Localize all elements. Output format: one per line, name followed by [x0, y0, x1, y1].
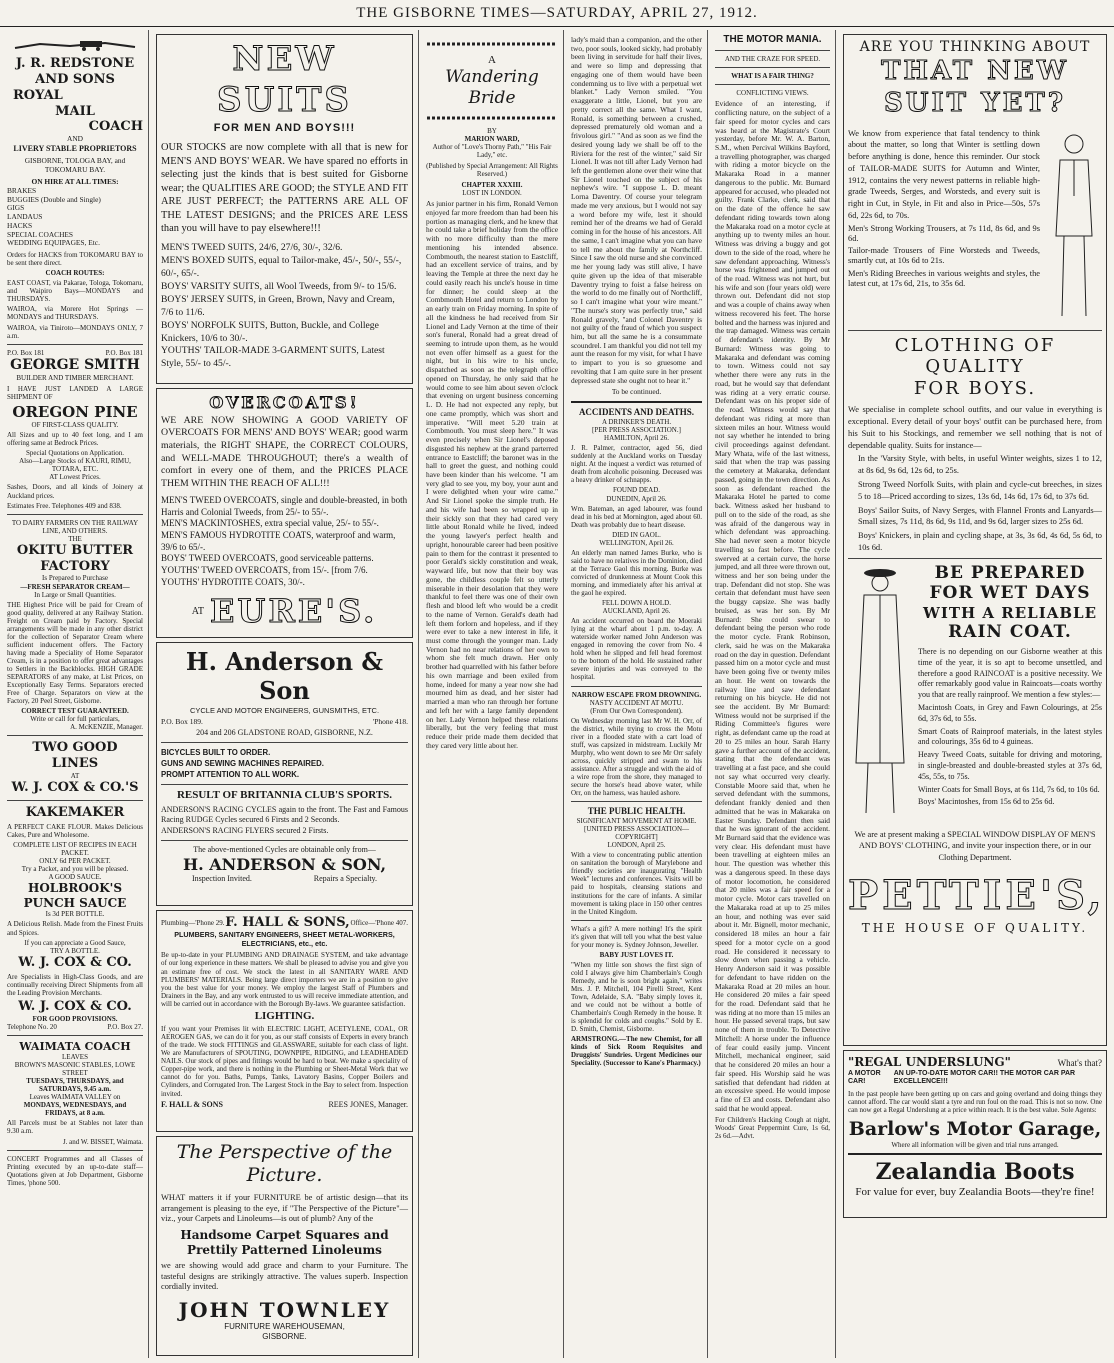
overcoat-line: MEN'S FAMOUS HYDROTITE COATS, waterproof and warm, 39/6 to 65/-.: [161, 529, 396, 552]
fresh-cream: —FRESH SEPARATOR CREAM—: [20, 582, 130, 591]
anderson-pobox: P.O. Box 189.: [161, 716, 203, 726]
house-of-quality: THE HOUSE OF QUALITY.: [861, 920, 1089, 935]
hamilton-body: J. R. Palmer, contractor, aged 56, died suddenly at the Auckland works on Tuesday night. At the inquest a verdict was returned of death from alcoholic poisoning. Deceased was a heavy drinker of schnapps.: [571, 444, 702, 485]
story-chapter-title: LOST IN LONDON.: [462, 189, 522, 198]
hire-item: LANDAUS: [7, 212, 43, 222]
anderson-service: GUNS AND SEWING MACHINES REPAIRED.: [161, 758, 324, 768]
hall-sign: F. HALL & SONS: [161, 1099, 223, 1109]
lighting-body: If you want your Premises lit with ELECTRIC LIGHT, ACETYLENE, COAL, OR AEROGEN GAS, we can do it for you, as our staff consists of Experts in every branch of the trade. We stock FITTINGS and GLASSWARE, suitable for each class of light. We are Manufacturers of SPOUTING, DOWNPIPE, RIDGING, and LEADHEADED NAILS. Our stock of pipes and fittings would be hard to beat. We make a speciality of Copper-pipe work, and there is nothing in the Plumbing or Sheet-Metal Work that we cannot do for you. Baths, Pumps, Tanks, Lavatory Basins, Copper Boilers and Cylinders, and Corrugated Iron. The Largest Stock in the Bay to select from. Inspection invited.: [161, 1025, 408, 1098]
wj-cox-title-3: W. J. COX & CO.: [18, 998, 132, 1014]
anderson-services: [161, 747, 408, 781]
recipes-note: COMPLETE LIST OF RECIPES IN EACH PACKET.: [13, 840, 137, 857]
barlow-name: Barlow's Motor Garage,: [848, 1117, 1102, 1140]
for-men-heading: FOR MEN AND BOYS!!!: [213, 121, 356, 134]
pobox-27: P.O. Box 27.: [107, 1022, 143, 1031]
pobox-left: P.O. Box 181: [7, 348, 45, 357]
tuesdays-note: TUESDAYS, THURSDAYS, and SATURDAYS, 9.45 a.m.: [26, 1077, 124, 1094]
carpet-heading: Handsome Carpet Squares and Prettily Patterned Linoleums: [180, 1228, 389, 1257]
hacking-cough-ad: For Children's Hacking Cough at night, Woods' Great Peppermint Cure, 1s 6d, 2s 6d.—Advt.: [715, 1115, 830, 1140]
result-line-1: ANDERSON'S RACING CYCLES again to the front. The Fast and Famous Racing RUDGE Cycles secured 6 Firsts and 2 Seconds.: [161, 804, 408, 824]
petties-name: PETTIE'S,: [848, 871, 1106, 919]
motor-mania-body: Evidence of an interesting, if conflicting nature, on the subject of a fair speed for motor cycles and cars was heard at the Magistrate's Court yesterday, before Mr. W. A. Barton, S.M., when Percival Wilkins Bayford, a travelling photographer, was charged with riding a motor bicycle on the Makaraka Road in a manner dangerous to the public. Mr. Burnard appeared for accused, who pleaded not guilty. Frank Clarke, clerk, said that on the date of the offence he saw defendant riding towards town along the Makaraka road on a motor cycle at anything up to twenty miles an hour. Witness was driving a buggy and got down to the side of the road, where he saw defendant approaching. Witness's horse was frightened and jumped out of the road. Witness was not hurt, but his wife and son (four years old) were thrown out. Defendant did not stop and was a couple of chains away when witness recovered his feet. The horse bolted and the harness was injured and the trap damaged. Witness was certain of defendant's identity. By Mr Burnard: Witness was going to Makaraka and defendant was coming to town. Witness could not say whether there were any ruts in the road, but he would say that defendant was riding at a very erratic course. Defendant was on his proper side of the road. Witness would say that defendant was riding at more than sixteen miles an hour. Witness would not say whether he intended to bring civil proceedings against defendant. Mary Whata, wife of the last witness, said that when the trap was passing the cemetery at Makaraka, defendant passed, going in the town direction. As soon as defendant reached the Makaraka Hotel he parted to come back. Witness asked her husband to pull on to the side of the road, as she was afraid of the dangerous way in which defendant was approaching. She had never seen a motor bicycle travelling so fast before. The cycle swerved at a certain curve, the horse jumped, and all three were thrown out, witness and her son being under the trap. Defendant did not stop. She was certain that defendant must have seen the buggy capsize. She was badly bruised, as was her son. By Mr Burnard: She could swear to defendant being the person who rode the motor cycle. Frank Robinson, clerk, said he was on the Makaraka road on the day in question. Defendant passed him on a motor cycle and must have been going five or twenty miles an hour. He went on towards the railway line and saw defendant returning on his bicycle. He did not see the accident. By Mr Burnard: Witness would not be surprised if the Riding Committee's figures were right, as defendant came up the road at 20 to 25 miles an hour. Sarah Harry gave a further account of the accident, stating that the defendant was travelling at a fast pace, and she could not say what occurred very clearly. Constable Moore said that, when he served defendant with the summons, defendant frankly denied and then admitted that he was in Makaraka on Easter Sunday. Defendant then said that he was ignorant of the accident. Mr Burnard said that the evidence was very clear. His defendant must have been travelling at eighteen miles an hour. The question was whether this was a dangerous speed. In these days of motor locomotion, he considered that 20 miles was a fair speed for a motor cycle. Motor cars travelled on the Makaraka road at up to 25 miles an hour, and nothing was ever said about it. Mr. Bignell, motor mechanic, considered 18 miles an hour a fair speed for a motor cycle on a good road. He considered it necessary to slow down when passing a vehicle. Henry Anderson said it was possible for defendant to have ridden on the Makaraka Road at 20 miles an hour. He considered 20 miles a fair speed for the road. Defendant said that he was riding at no more than 15 miles an hour. He passed several traps, but saw none of them in trouble. To Detective Mitchell: A horse under the influence of fear could easily jump. Vincent Mitchell, mechanical engineer, said that he considered 20 miles an hour a fair speed. His Worship said he was satisfied that defendant had ridden at an excessive speed. He would impose a fine of £3 and costs. Defendant also said that he would appeal.: [715, 99, 830, 1113]
wellington-dateline: WELLINGTON, April 26.: [599, 538, 674, 547]
anderson-title-2: H. ANDERSON & SON,: [182, 854, 387, 874]
kakemaker-title: KAKEMAKER: [25, 805, 125, 820]
boys-line: Boys' Knickers, in plain and cycling shape, at 3s, 3s 6d, 4s 6d, 5s 6d, to 10s 6d.: [858, 531, 1102, 552]
townley-ad: [156, 1136, 413, 1356]
column-5: [710, 30, 836, 1358]
telephone-row: [7, 1023, 143, 1031]
press-label: [PER PRESS ASSOCIATION.]: [592, 426, 681, 435]
hire-list: [7, 187, 143, 248]
anderson-footer-row: [161, 874, 408, 884]
motor-car-label: A MOTOR CAR!: [848, 1069, 881, 1086]
story-by: BY: [487, 126, 497, 135]
concert-note: CONCERT Programmes and all Classes of Printing executed by an up-to-date staff—Quotations given at Job Department, Gisborne Times, 'phone 500.: [7, 1154, 143, 1187]
perspective-title: The Perspective of the Picture.: [176, 1141, 393, 1187]
armstrong-ad: ARMSTRONG.—The new Chemist, for all kinds of Sick Room Requisites and Druggists' Sundries. Urgent Medicines our Speciality. (Successor to Kane's Pharmacy.): [571, 1035, 702, 1068]
suit-row: [848, 126, 1102, 326]
london-dateline: LONDON, April 25.: [607, 841, 666, 850]
barlows-ad: [843, 1050, 1107, 1218]
carpet-body: we are showing would add grace and charm to your Furniture. The tasteful designs are strikingly attractive. The values superb. Inspection cordially invited.: [161, 1261, 408, 1291]
suited-man-illustration-icon: [1046, 126, 1102, 326]
suit-line: BOYS' NORFOLK SUITS, Button, Buckle, and College Knickers, 10/6 to 30/-.: [161, 319, 379, 344]
rain-coat-heading: RAIN COAT.: [948, 622, 1072, 643]
coach-routes-heading: COACH ROUTES:: [45, 269, 105, 278]
appreciate-note: If you can appreciate a Good Sauce,: [24, 938, 126, 947]
wj-cox-title-2: W. J. COX & CO.: [18, 954, 132, 970]
obtainable-note: The above-mentioned Cycles are obtainable only from—: [193, 845, 376, 855]
whats-that: What's that?: [1057, 1058, 1102, 1068]
also-stocks: Also—Large Stocks of KAURI, RIMU, TOTARA, ETC.: [19, 457, 131, 474]
suit-line: MEN'S TWEED SUITS, 24/6, 27/6, 30/-, 32/6.: [161, 241, 343, 253]
leaves-label: LEAVES: [62, 1053, 88, 1062]
lighting-heading: LIGHTING.: [254, 1009, 315, 1022]
lowest-prices: AT Lowest Prices.: [49, 473, 101, 482]
livery-label: LIVERY STABLE PROPRIETORS: [13, 144, 137, 154]
raincoat-text: [918, 563, 1102, 823]
repairs-specialty: Repairs a Specialty.: [313, 874, 378, 884]
wellington-body: An elderly man named James Burke, who is said to have no relatives in the Dominion, died at the Terrace Gaol this morning. Burke was convicted of drunkenness at Mount Cook this morning, and immediately after his arrival at the gaol he expired.: [571, 548, 702, 598]
overcoats-body: WE ARE NOW SHOWING A GOOD VARIETY OF OVERCOATS FOR MENS' AND BOYS' WEAR; good warm materials, the RIGHT SHAPE, the CORRECT COLOURS, and WELL-MADE THROUGHOUT; there's a wealth of comfort in every one of them, and the PRICES PLACE THEM WITHIN THE REACH OF ALL!!!: [161, 414, 408, 490]
route-wairoa-1: WAIROA, via Morere Hot Springs —MONDAYS and THURSDAYS.: [7, 305, 143, 322]
story-chapter: CHAPTER XXXIII.: [461, 181, 523, 190]
overcoat-line: YOUTHS' HYDROTITE COATS, 30/-.: [161, 576, 305, 587]
hire-item: GIGS: [7, 203, 25, 213]
perspective-body: WHAT matters it if your FURNITURE be of artistic design—that its arrangement is pleasing to the eye, if "The Perspective of the Picture"—viz., your Carpets and Linoleums—is out of plumb? Any of the: [161, 1193, 408, 1223]
anderson-address: 204 and 206 GLADSTONE ROAD, GISBORNE, N.Z.: [196, 727, 373, 737]
boys-price-list: [858, 453, 1102, 553]
boys-body: We specialise in complete school outfits, and our value in everything is exceptional. Every detail of your boys' outfit can be purchased here, from his Suit to his Stockings, and remember we sell nothing that is not of dependable quality. Suits for instance—: [848, 405, 1102, 450]
orders-note: Orders for HACKS from TOKOMARU BAY to be sent there direct.: [7, 251, 143, 268]
anderson-service: BICYCLES BUILT TO ORDER.: [161, 747, 271, 757]
whats-gift-ad: What's a gift? A mere nothing! It's the spirit it's given that will tell you what the best value for your money is. Sydney Johnson, Jeweller.: [571, 924, 702, 949]
anderson-phone: 'Phone 418.: [372, 716, 408, 726]
try-note: Try a Packet, and you will be pleased.: [21, 865, 129, 874]
london-body: With a view to concentrating public attention on sanitation the borough of Marylebone and friendly societies are inaugurating "Health Week" lectures and conferences. Visits will be paid to hospitals, cleansing stations and institutions for the care of infants. A similar movement is taking place in 150 other centres in the United Kingdom.: [571, 851, 702, 916]
hall-body: Be up-to-date in your PLUMBING AND DRAINAGE SYSTEM, and take advantage of our long experience in these matters. We shall be pleased to advise you and give you an estimate free of cost. We stock the latest in all SANITARY WARE AND PLUMBERS' MATERIALS. Being large direct importers we are in a position to give you the best value for your money. We employ the largest Staff of Plumbers and Drainers in the Bay, and any work entrusted to us will receive immediate attention, and will be carried out in accordance with the Borough By-laws. We guarantee satisfaction.: [161, 951, 408, 1008]
sashes-note: Sashes, Doors, and all kinds of Joinery at Auckland prices.: [7, 483, 143, 500]
factory-label: FACTORY: [40, 558, 110, 574]
telephone-number: Telephone No. 20: [7, 1022, 57, 1031]
redstone-title: J. R. REDSTONE AND SONS: [15, 56, 135, 87]
dunedin-dateline: DUNEDIN, April 26.: [606, 494, 667, 503]
result-line-2: ANDERSON'S RACING FLYERS secured 2 Firsts.: [161, 826, 329, 836]
first-class: OF FIRST-CLASS QUALITY.: [31, 421, 119, 430]
hall-ad: [156, 910, 413, 1132]
hire-item: WEDDING EQUIPAGES, Etc.: [7, 238, 100, 248]
browns-stables: BROWN'S MASONIC STABLES, LOWE STREET: [14, 1061, 136, 1078]
reliable-heading: WITH A RELIABLE: [922, 604, 1098, 623]
builder-label: BUILDER AND TIMBER MERCHANT.: [16, 373, 134, 382]
boys-line: Strong Tweed Norfolk Suits, with plain and cycle-cut breeches, in sizes 5 to 18—Priced according to sizes, 13s 6d, 14s 6d, 17s 6d, to 37s 6d.: [858, 479, 1102, 501]
mondays-note: MONDAYS, WEDNESDAYS, and FRIDAYS, at 8 a.m.: [23, 1101, 127, 1118]
bisset-sign: J. and W. BISSET, Waimata.: [62, 1137, 143, 1146]
ornament-icon: [427, 113, 557, 123]
overcoat-price-list: [161, 495, 408, 589]
overcoat-line: MEN'S MACKINTOSHES, extra special value, 25/- to 55/-.: [161, 518, 379, 529]
window-display-note: We are at present making a SPECIAL WINDOW DISPLAY OF MEN'S AND BOYS' CLOTHING, and invite your inspection there, or in our Clothing Department.: [854, 829, 1096, 863]
narrow-escape-heading: NARROW ESCAPE FROM DROWNING.: [571, 690, 702, 699]
townley-name: JOHN TOWNLEY: [178, 1298, 391, 1323]
suit-line: BOYS' VARSITY SUITS, all Wool Tweeds, from 9/- to 15/6.: [161, 280, 397, 292]
overcoat-line: MEN'S TWEED OVERCOATS, single and double-breasted, in both Harris and Colonial Tweeds, from 25/- to 55/-.: [161, 494, 408, 517]
britannia-result: RESULT OF BRITANNIA CLUB'S SPORTS.: [176, 789, 393, 802]
wet-days-heading: FOR WET DAYS: [929, 583, 1091, 604]
boys-line: Boys' Sailor Suits, of Navy Serges, with Flannel Fronts and Lanyards—Small sizes, 7s 11d, 8s 6d, 9s 11d, and 9s 6d, larger sizes to 25s 6d.: [858, 505, 1102, 527]
new-suits-title: NEW SUITS: [217, 39, 352, 121]
suit-line: MEN'S BOXED SUITS, equal to Tailor-make, 45/-, 50/-, 55/-, 60/-, 65/-.: [161, 254, 402, 279]
the-label: THE: [68, 534, 82, 543]
accidents-heading: ACCIDENTS AND DEATHS.: [578, 407, 695, 418]
new-suits-intro: OUR STOCKS are now complete with all that is new for MEN'S AND BOYS' WEAR. We have spared no efforts in selecting just the kinds that is best suited for Gisborne wear; the QUALITIES ARE GOOD; the STYLE AND FIT ARE JUST PERFECT; the PATTERNS ARE ALL OF THE LATEST DESIGNS; and the PRICES ARE LESS than you will have to pay elsewhere!!!: [161, 142, 408, 235]
okitu-body: THE Highest Price will be paid for Cream of good quality, delivered at any Railway Station. Freight on Cream paid by Factory. Special arrangements will be made in any other district for the collection of Separator Cream where sufficient inducement offers. The Factory having made a Speciality of Home Separator Cream, is in a position to offer great advantages to Settlers in the Backblocks. HIGH GRADE SEPARATORS of any make, at List Prices, on Exceptionally Easy Terms. Separators erected Free of Charge. Separators on view at the Factory, 20 Peel Street, Gisborne.: [7, 600, 143, 706]
overcoat-line: YOUTHS' TWEED OVERCOATS, from 15/-. [from 7/6.: [161, 565, 368, 576]
regal-body: In the past people have been getting up on cars and going overland and doing things they cannot afford. The car would slant a tyre and run foul on the road. This is not so now. One can now get a Regal Underslung at a price within reach. It is the best value. Sole Agents:: [848, 1089, 1102, 1114]
inspection-invited: Inspection Invited.: [191, 874, 252, 884]
correct-test: CORRECT TEST GUARANTEED.: [21, 707, 129, 716]
motu-body: On Wednesday morning last Mr W. H. Orr, of the district, while trying to cross the Motu river in a flooded state with a cart load of stuff, was capsized in midstream. Luckily Mr Murphy, who went down to see Mr Orr safely across, quickly stripped and swam to his assistance. After a struggle and with the aid of a wire rope from the shore, they managed to secure the horse's head above water, while Orr, on the harness, was hauled ashore.: [571, 716, 702, 798]
hall-footer-row: [161, 1100, 408, 1110]
regal-heading: "REGAL UNDERSLUNG": [848, 1055, 1011, 1069]
overcoat-line: BOYS' TWEED OVERCOATS, good serviceable patterns.: [161, 553, 374, 564]
column-6: [838, 30, 1112, 1358]
mckenzie-sign: A. McKENZIE, Manager.: [70, 723, 143, 732]
nasty-accident-heading: NASTY ACCIDENT AT MOTU.: [589, 698, 684, 707]
route-wairoa-2: WAIROA, via Tiniroto—MONDAYS ONLY, 7 a.m.: [7, 323, 143, 340]
barlow-information: Where all information will be given and trial runs arranged.: [891, 1141, 1059, 1149]
be-prepared-heading: BE PREPARED: [934, 562, 1086, 583]
column-2: [151, 30, 419, 1358]
and-label: AND: [66, 134, 83, 144]
thinking-heading: ARE YOU THINKING ABOUT: [859, 39, 1091, 55]
hire-item: SPECIAL COACHES: [7, 229, 74, 239]
quality-heading: CLOTHING OF QUALITY: [894, 334, 1056, 378]
motor-mania-heading: THE MOTOR MANIA.: [723, 34, 822, 45]
drinkers-heading: A DRINKER'S DEATH.: [601, 418, 672, 427]
boys-line: In the 'Varsity Style, with belts, in useful Winter weights, sizes 1 to 12, at 8s 6d, 9s 6d, 12s 6d, to 25s.: [858, 454, 1102, 476]
significant-heading: SIGNIFICANT MOVEMENT AT HOME.: [576, 817, 697, 826]
waimata-coach: WAIMATA COACH: [19, 1039, 131, 1053]
rain-line: Smart Coats of Rainproof materials, in the latest styles and colourings, 35s 6d to 4 guineas.: [918, 726, 1102, 747]
story-author: MARION WARD,: [464, 134, 520, 143]
dairy-heading: TO DAIRY FARMERS ON THE RAILWAY LINE, AND OTHERS.: [11, 518, 139, 535]
column-1: [2, 30, 149, 1358]
george-smith: GEORGE SMITH: [10, 356, 140, 373]
for-boys-heading: FOR BOYS.: [913, 378, 1037, 400]
estimates-note: Estimates Free. Telephones 409 and 838.: [7, 501, 122, 510]
auckland-dateline: AUCKLAND, April 26.: [602, 607, 671, 616]
motor-car-row: [848, 1070, 1102, 1087]
suit-line: YOUTHS' TAILOR-MADE 3-GARMENT SUITS, Latest Style, 55/- to 45/-.: [161, 345, 385, 370]
column-4: [566, 30, 708, 1358]
kakemaker-body: A PERFECT CAKE FLOUR. Makes Delicious Cakes, Pure and Wholesome.: [7, 822, 143, 839]
hire-item: BUGGIES (Double and Single): [7, 194, 101, 204]
regal-header-row: [848, 1055, 1102, 1070]
united-press: [UNITED PRESS ASSOCIATION—COPYRIGHT]: [583, 825, 689, 842]
anderson-contact-row: [161, 717, 408, 726]
okitu-butter: OKITU BUTTER: [16, 542, 134, 558]
good-sauce: A GOOD SAUCE.: [48, 873, 102, 882]
story-published: (Published by Special Arrangement: All Rights Reserved.): [426, 162, 558, 179]
relish-note: A Delicious Relish. Made from the Finest Fruits and Spices.: [7, 920, 143, 937]
specialists-note: Are Specialists in High-Class Goods, and are continually receiving Direct Shipments from all the Leading Provision Merchants.: [7, 972, 143, 997]
special-quotations: Special Quotations on Application.: [26, 449, 124, 458]
bottle-price: Is 3d PER BOTTLE.: [45, 910, 105, 919]
write-note: Write or call for full particulars,: [30, 715, 120, 724]
story-article: A: [488, 54, 496, 66]
suit-price-list: [161, 242, 408, 371]
punch-sauce: PUNCH SAUCE: [23, 895, 127, 910]
raincoat-row: [848, 563, 1102, 823]
story-title: Wandering Bride: [445, 67, 539, 109]
rain-line: Macintosh Coats, in Grey and Fawn Colourings, at 25s 6d, 37s 6d, to 55s.: [918, 703, 1102, 723]
townley-gisborne: GISBORNE.: [262, 1332, 307, 1342]
hamilton-dateline: HAMILTON, April 26.: [604, 434, 669, 443]
story-body: As junior partner in his firm, Ronald Vernon enjoyed far more freedom than had been his portion as managing clerk, and he knew that he could take a brief holiday from the office with no more difficulty than the mere mentioning his intended absence. Combmouth, the nearest station to Eastcliff, had an excellent service of trains, and by leaving the Temple at three the next day he could easily reach his uncle's house in time for dinner; he could sleep at the Combmouth Hotel and return to London by an early train on Friday morning. In spite of all the kindness he had received from Sir Lionel and Lady Vernon at the time of their son's funeral, Ronald had a great dread of seeming to intrude upon them, as he would not even offer himself as a guest for the night, but in his wire to his uncle, dispatched as soon as the telegraph office opened on Thursday, he only said that he would come to see him about seven o'clock that evening on urgent business concerning L. D. He had not expected any reply, but one came promptly, which was short and imperative. "Will meet 5.20 train at Combmouth. You must sleep here." It was even precisely when Sir Lionel's deposed disgusted his nephew at the grand parterred entrance to Eastcliff; the baronet was in the hall to greet the guest, and nothing could have been kinder than his welcome. "I am very glad to see you, my boy, your aunt and I were delighted when your wire came." And Sir Lionel spoke the simple truth. He and his wife had been so wrapped up in their sickly son that they had cared very little about Ronald while he lived, indeed the young lawyer's perfect health and upright, honourable career had been positive pain to them for the contrast it presented to poor Gerald's sickly constitution and weak, wayward life, but now that their boy was gone, the childless couple felt so utterly miserable in their desolation that they were thankful to feel there was one of their own flesh and blood left who would be a credit to the name of Vernon. Gerald's death had left them forlorn and hopeless, and if they were ever to take a new interest in life, it must come through the younger man. Lady Vernon had no near relations of her own to whom she felt much drawn. Her only brother had quarrelled with his father before his own marriage and been exiled from home, indeed for many a year now she had mourned him as dead, and her sister had married a man who ran through her fortune and left her with a large family dependent on her. Lady Vernon helped these relations liberally, but the very feeling that must reduce their pride made them decided that they cared very little about her.: [426, 199, 558, 750]
leaves-valley: Leaves WAIMATA VALLEY on: [29, 1093, 121, 1102]
hall-subtitle: PLUMBERS, SANITARY ENGINEERS, SHEET METAL-WORKERS, ELECTRICIANS, etc., etc.: [174, 929, 395, 948]
coach-illustration-icon: [10, 38, 140, 52]
suit-body: We know from experience that fatal tendency to think about the matter, so long that Winter is settling down before anything is done, hence this reminder. Our stock of TAILOR-MADE SUITS for Autumn and Winter, 1912, contains the very newest patterns in reliable high-grade Tweeds, Serges, and Worsteds, and every suit is right in Cut, in Style, in Fit and also in Price—50s, 57s 6d, 22s 6d, to 70s.: [848, 128, 1040, 220]
fell-hold-heading: FELL DOWN A HOLD.: [602, 599, 671, 608]
mail-label: MAIL: [55, 103, 95, 119]
townley-warehouse: FURNITURE WAREHOUSEMAN,: [224, 1322, 345, 1332]
fair-thing-subheading: WHAT IS A FAIR THING?: [731, 72, 814, 81]
story-author-works: Author of "Love's Thorny Path," "His Fair Lady," etc.: [432, 142, 552, 160]
holbrooks-title: HOLBROOK'S: [27, 881, 123, 896]
rain-body: There is no depending on our Gisborne weather at this time of the year, it is so apt to become unsettled, and therefore a good RAINCOAT is a positive necessity. We offer remarkably good value in Raincoats—coats worthy you that are really rainproof. We mention a few styles:—: [918, 647, 1102, 700]
hall-title: F. HALL & SONS,: [225, 915, 350, 930]
trousers-line-1: Men's Strong Working Trousers, at 7s 11d, 8s 6d, and 9s 6d.: [848, 223, 1040, 243]
new-suits-ad: [156, 34, 413, 384]
zealandia-tagline: For value for ever, buy Zealandia Boots—they're fine!: [855, 1185, 1095, 1198]
try-bottle: TRY A BOTTLE.: [50, 946, 100, 955]
found-dead-heading: FOUND DEAD.: [612, 486, 661, 495]
masthead: THE GISBORNE TIMES—SATURDAY, APRIL 27, 1912.: [0, 0, 1114, 27]
died-gaol-heading: DIED IN GAOL.: [612, 530, 661, 539]
craze-subheading: AND THE CRAZE FOR SPEED.: [724, 55, 821, 64]
conflicting-subheading: CONFLICTING VIEWS.: [736, 89, 809, 98]
landed-note: I HAVE JUST LANDED A LARGE SHIPMENT OF: [7, 384, 143, 401]
dunedin-body: Wm. Bateman, an aged labourer, was found dead in his bed at Mornington, aged about 60. Death was probably due to heart disease.: [571, 504, 702, 529]
own-correspondent: (From Our Own Correspondent).: [590, 706, 683, 715]
at-label: AT: [191, 605, 205, 617]
coach-label: COACH: [88, 119, 143, 135]
suit-line: BOYS' JERSEY SUITS, in Green, Brown, Navy and Cream, 7/6 to 11/6.: [161, 293, 395, 318]
office-phone: Office—'Phone 407.: [350, 918, 408, 927]
at-label: AT: [70, 772, 80, 781]
new-suit-heading: THAT NEW SUIT YET?: [881, 56, 1069, 118]
for-good-provisions: FOR GOOD PROVISIONS.: [32, 1014, 118, 1023]
two-good-lines: TWO GOOD LINES: [32, 740, 118, 772]
oregon-pine: OREGON PINE: [12, 402, 138, 421]
royal-label: ROYAL: [13, 87, 63, 103]
zealandia-heading: Zealandia Boots: [875, 1159, 1075, 1186]
rees-jones: REES JONES, Manager.: [328, 1099, 408, 1109]
hall-header-row: [161, 915, 408, 931]
story-continued-body: lady's maid than a companion, and the other two, poor souls, looked sickly, had probably been living in servitude for half their lives, and were so limp and depressing that engaging one of them would have been condemning us to live with a perpetual wet blanket." Lady Vernon smiled. "You exaggerate a little, Lionel, but you are pretty correct all the same. What I want, Ronald, is something between a crushed, depressed prematurely old woman and a frivolous girl." "And as soon as we find the desired young lady we shall be off to the Riviera for the rest of the winter," said Sir Lionel. It was not till after Lady Vernon had left the gentlemen alone over their wine that Sir Lionel touched on the subject of his nephew's wire. "I suppose L. D. meant Lorna Daventry. Of course your telegram made me very anxious, but I would not say a word before my wife, lest it should remind her of the dreams we had of Gerald coming in for the house of his ancestors. All the same, I can't imagine what you can have to tell me about the family at Northcliff. Since I saw the old nurse and she convinced me her young lady was still alive, I have quite given up the idea of that miserable Daventry trying to foist a false heiress on the world to do me finally out of Northcliff, so I can't imagine what your wire meant." "The nurse's story was perfectly true," said Ronald gravely, "and Colonel Daventry is not guilty of the fraud of which you suspect him, but all the same he is a consummate scoundrel. I am thankful you did not tell my aunt the reason for my visit, for what I have to impart to you is so gruesome and revolting that I am quite sure in her present depressed state she ought not to hear it.": [571, 35, 702, 385]
column-3: [421, 30, 564, 1358]
overcoats-ad: [156, 388, 413, 638]
to-be-continued: To be continued.: [611, 387, 662, 397]
suit-text: [848, 126, 1040, 326]
price-note: ONLY 6d PER PACKET.: [39, 857, 111, 866]
rain-line: Boys' Macintoshes, from 15s 6d to 25s 6d.: [918, 797, 1055, 807]
up-to-date-label: AN UP-TO-DATE MOTOR CAR!! THE MOTOR CAR PAR EXCELLENCE!!!: [893, 1069, 1076, 1086]
rain-line: Heavy Tweed Coats, suitable for driving and motoring, in single-breasted and double-breasted styles at 37s 6d, 45s, 55s, to 75s.: [918, 750, 1102, 781]
baby-heading: BABY JUST LOVES IT.: [599, 950, 674, 959]
public-health-heading: THE PUBLIC HEALTH.: [587, 806, 686, 817]
pobox-row: [7, 349, 143, 357]
hire-item: HACKS: [7, 220, 33, 230]
anderson-title: H. Anderson & Son: [185, 647, 384, 706]
routes-label: GISBORNE, TOLOGA BAY, and TOKOMARU BAY.: [24, 155, 126, 174]
route-east-coast: EAST COAST, via Pakarae, Tologa, Tokomaru, and Waipiro Bays—MONDAYS and THURSDAYS.: [7, 279, 143, 304]
quantities-note: In Large or Small Quantities.: [34, 590, 116, 599]
pobox-right: P.O. Box 181: [105, 348, 143, 357]
ornament-icon: [427, 38, 557, 50]
rain-price-list: [918, 703, 1102, 808]
rain-line: Winter Coats for Small Boys, at 6s 11d, 7s 6d, to 10s 6d.: [918, 784, 1100, 794]
breeches-line: Men's Riding Breeches in various weights and styles, the latest cut, at 17s 6d, 21s, to 35s 6d.: [848, 268, 1040, 288]
parcels-note: All Parcels must be at Stables not later than 9.30 a.m.: [7, 1119, 143, 1136]
trousers-line-2: Tailor-made Trousers of Fine Worsteds and Tweeds, smartly cut, at 10s 6d to 21s.: [848, 246, 1040, 266]
raincoat-man-illustration-icon: [848, 563, 912, 823]
eures-name: EURE'S.: [210, 592, 378, 631]
eures-signature: [161, 592, 408, 631]
sizes-note: All Sizes and up to 40 feet long, and I am offering same at Bedrock Prices.: [7, 431, 143, 448]
auckland-body: An accident occurred on board the Moeraki lying at the wharf about 1 p.m. to-day. A waterside worker named John Anderson was engaged in removing the cover from No. 4 hold when he slipped and fell head foremost to the bottom of the hold. He sustained rather severe injuries and was conveyed to the hospital.: [571, 617, 702, 682]
prepared-note: Is Prepared to Purchase: [42, 574, 108, 583]
baby-body: "When my little son shows the first sign of cold I always give him Chamberlain's Cough Remedy, and he is soon bright again," writes Mrs. J. P. Mitchell, 104 Pirelli Street, Kent Town, Adelaide, S.A. "Baby simply loves it, and we could not be without a bottle of Chamberlain's Cough Remedy in the house. It is splendid for colds and coughs." Sold by E. D. Smith, Chemist, Gisborne.: [571, 960, 702, 1034]
wj-cox-title: W. J. COX & CO.'S: [11, 780, 139, 796]
petties-ad: [843, 34, 1107, 1046]
plumbing-phone: Plumbing—'Phone 29.: [161, 918, 225, 927]
anderson-service: PROMPT ATTENTION TO ALL WORK.: [161, 770, 300, 780]
anderson-subtitle: CYCLE AND MOTOR ENGINEERS, GUNSMITHS, ETC.: [189, 705, 380, 715]
on-hire-heading: ON HIRE AT ALL TIMES:: [31, 177, 119, 187]
anderson-ad: [156, 642, 413, 906]
overcoats-title: OVERCOATS!: [209, 393, 360, 412]
hire-item: BRAKES: [7, 185, 37, 195]
